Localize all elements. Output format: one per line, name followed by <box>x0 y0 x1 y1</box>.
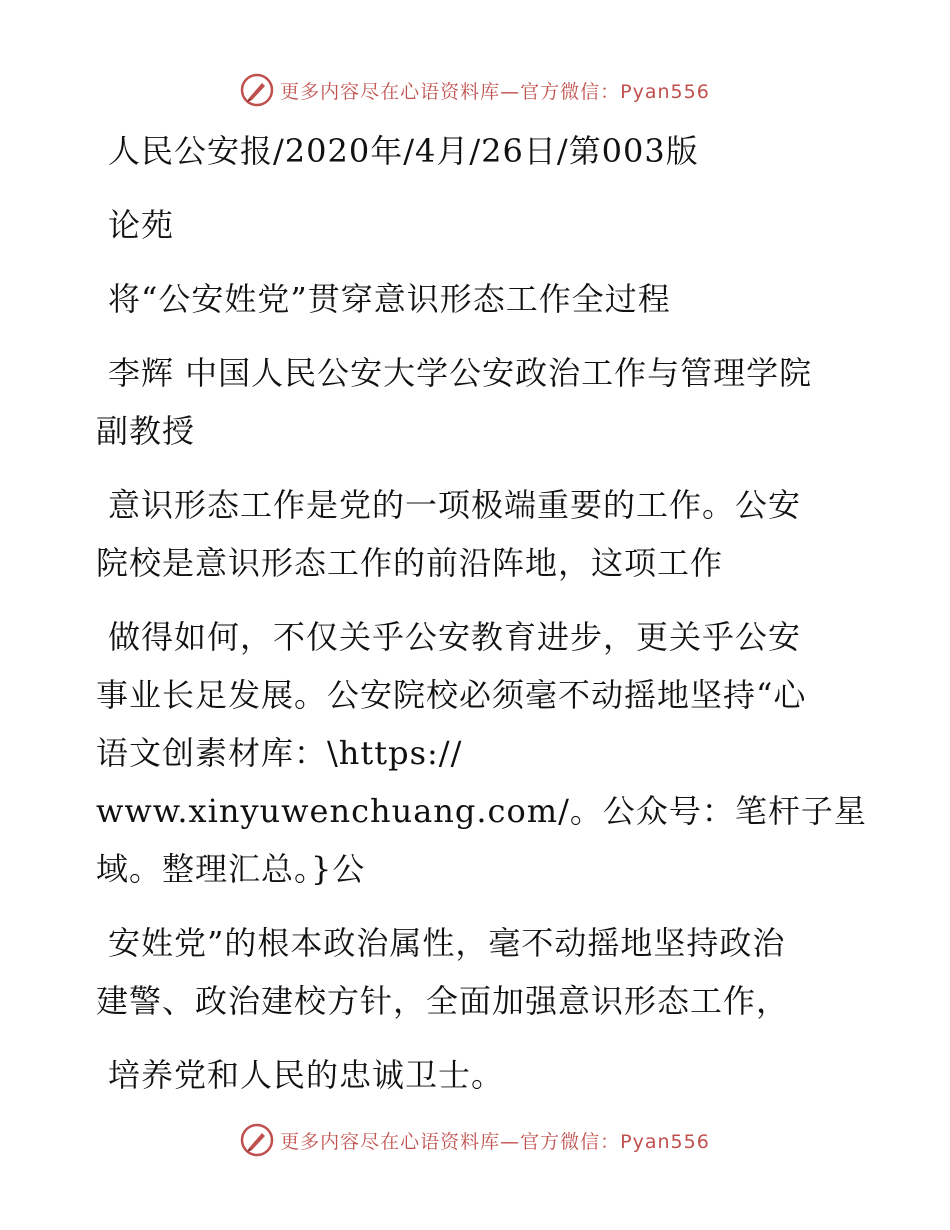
paragraph-line: 安姓党”的根本政治属性，毫不动摇地坚持政治 <box>108 924 786 962</box>
paragraph-line: 事业长足发展。公安院校必须毫不动摇地坚持“心 <box>96 676 807 714</box>
paragraph-line: 建警、政治建校方针，全面加强意识形态工作， <box>96 982 790 1020</box>
footer-watermark <box>0 1120 950 1160</box>
column-name: 论苑 <box>108 206 175 244</box>
header-watermark <box>0 70 950 110</box>
paragraph-line: 语文创素材库：\https:// <box>96 734 463 772</box>
paragraph-line: 意识形态工作是党的一项极端重要的工作。公安 <box>108 486 802 524</box>
pen-logo-icon <box>240 1123 274 1157</box>
article-title: 将“公安姓党”贯穿意识形态工作全过程 <box>108 280 671 318</box>
source-line: 人民公安报/2020年/4月/26日/第003版 <box>108 132 699 170</box>
paragraph-line: 域。整理汇总。}公 <box>96 850 366 888</box>
author-title: 副教授 <box>96 412 196 450</box>
paragraph-line: 做得如何，不仅关乎公安教育进步，更关乎公安 <box>108 618 802 656</box>
document-body <box>96 122 867 1104</box>
paragraph-line: www.xinyuwenchuang.com/。公众号：笔杆子星 <box>96 792 867 830</box>
watermark-group <box>240 1123 710 1157</box>
watermark-text: 更多内容尽在心语资料库—官方微信：Pyan556 <box>280 1130 710 1153</box>
paragraph-line: 院校是意识形态工作的前沿阵地，这项工作 <box>96 544 724 582</box>
paragraph-line: 培养党和人民的忠诚卫士。 <box>108 1056 505 1094</box>
watermark-text: 更多内容尽在心语资料库—官方微信：Pyan556 <box>280 80 710 103</box>
watermark-group <box>240 73 710 107</box>
pen-logo-icon <box>240 73 274 107</box>
author-line: 李辉 中国人民公安大学公安政治工作与管理学院 <box>108 354 813 392</box>
